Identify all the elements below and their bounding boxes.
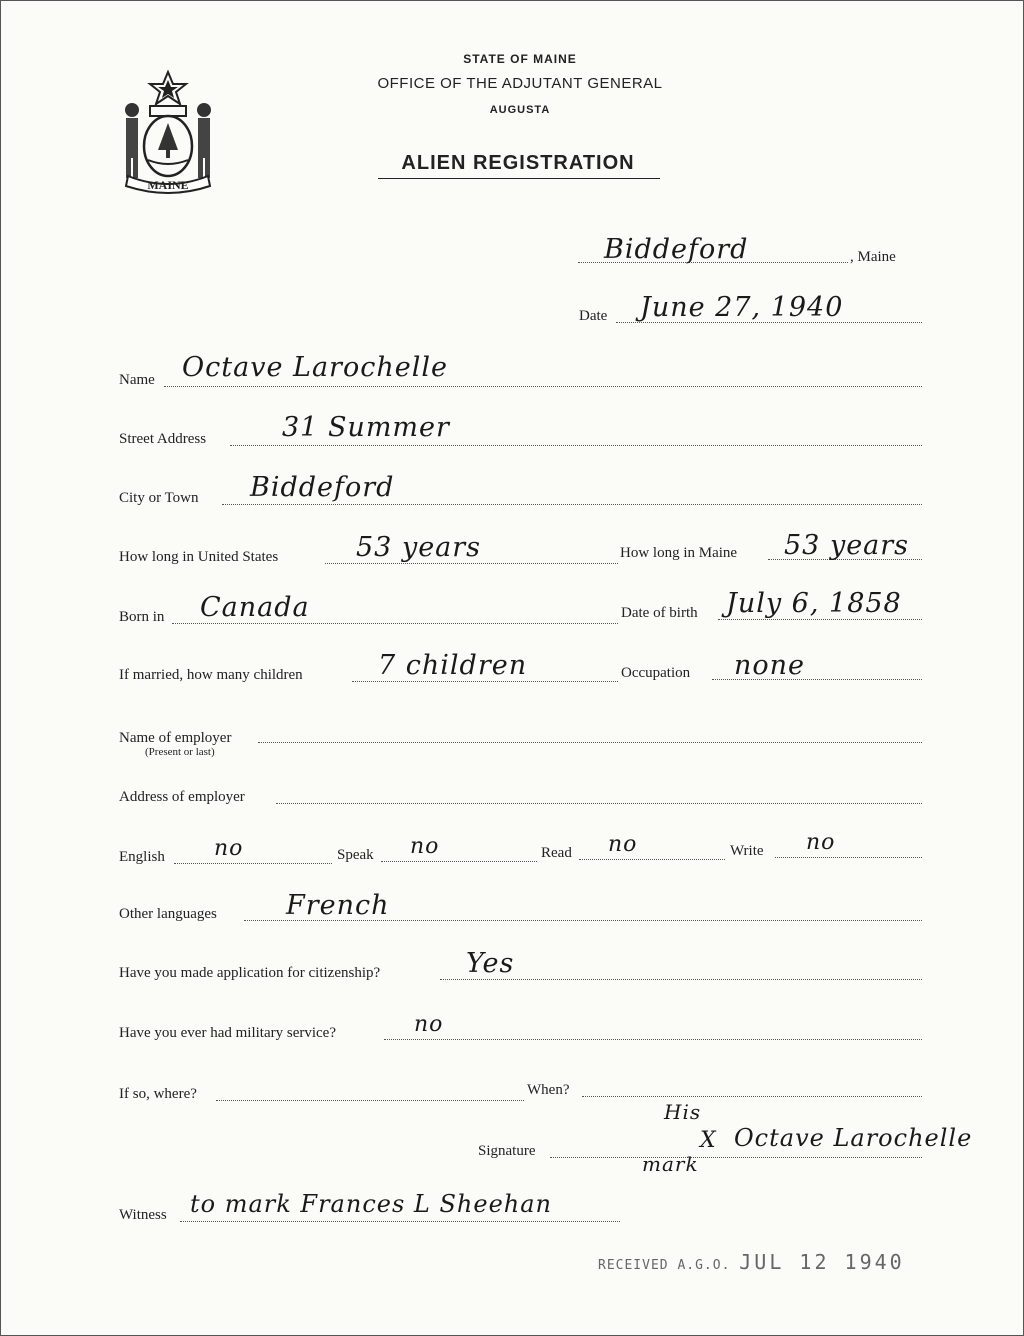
- received-stamp: [598, 1250, 905, 1274]
- military-line: [384, 1039, 922, 1040]
- military-label: Have you ever had military service?: [119, 1025, 336, 1041]
- languages-value: French: [286, 890, 390, 921]
- citizenship-label: Have you made application for citizenship?: [119, 965, 381, 981]
- us-label: How long in United States: [119, 549, 279, 565]
- employer-address-label: Address of employer: [119, 789, 245, 805]
- write-value: no: [806, 830, 836, 855]
- stamp-date: JUL 12 1940: [739, 1250, 905, 1274]
- street-value: 31 Summer: [282, 412, 450, 443]
- english-label: English: [119, 849, 165, 865]
- employer-address-line: [276, 803, 922, 804]
- stamp-received-text: RECEIVED A.G.O.: [598, 1258, 731, 1273]
- english-line: [174, 863, 332, 864]
- children-label: If married, how many children: [119, 667, 303, 683]
- citizenship-line: [440, 979, 922, 980]
- town-line: [222, 504, 922, 505]
- where-line: [216, 1100, 524, 1101]
- languages-label: Other languages: [119, 906, 217, 922]
- when-line: [582, 1096, 922, 1097]
- us-value: 53 years: [356, 532, 482, 563]
- name-line: [164, 386, 922, 387]
- dob-value: July 6, 1858: [726, 588, 902, 619]
- english-value: no: [214, 836, 244, 861]
- name-label: Name: [119, 372, 155, 388]
- signature-line: [550, 1157, 922, 1158]
- children-line: [352, 681, 618, 682]
- employer-line: [258, 742, 922, 743]
- employer-note: (Present or last): [145, 746, 215, 758]
- town-value: Biddeford: [250, 472, 395, 503]
- witness-value: to mark Frances L Sheehan: [190, 1190, 553, 1218]
- title-underline: [378, 178, 660, 179]
- date-value: June 27, 1940: [640, 292, 844, 323]
- speak-label: Speak: [337, 847, 374, 863]
- born-value: Canada: [200, 592, 310, 623]
- employer-label: Name of employer: [119, 730, 232, 746]
- dob-label: Date of birth: [621, 605, 698, 621]
- date-label: Date: [579, 308, 608, 324]
- place-suffix-label: , Maine: [850, 249, 896, 265]
- signature-mark: mark: [642, 1152, 699, 1176]
- city-heading: AUGUSTA: [489, 104, 551, 116]
- write-line: [775, 857, 922, 858]
- maine-label: How long in Maine: [620, 545, 738, 561]
- born-label: Born in: [119, 609, 165, 625]
- form-title: ALIEN REGISTRATION: [401, 152, 635, 174]
- witness-label: Witness: [119, 1207, 167, 1223]
- signature-value: Octave Larochelle: [734, 1124, 973, 1152]
- us-line: [325, 563, 618, 564]
- when-label: When?: [527, 1082, 570, 1098]
- office-heading: OFFICE OF THE ADJUTANT GENERAL: [377, 75, 663, 92]
- speak-line: [381, 861, 537, 862]
- write-label: Write: [730, 843, 764, 859]
- signature-label: Signature: [478, 1143, 536, 1159]
- children-value: 7 children: [378, 650, 528, 681]
- occupation-value: none: [734, 650, 806, 681]
- read-value: no: [608, 832, 638, 857]
- state-heading: STATE OF MAINE: [463, 52, 577, 66]
- name-value: Octave Larochelle: [182, 352, 448, 383]
- town-label: City or Town: [119, 490, 199, 506]
- maine-value: 53 years: [784, 530, 910, 561]
- signature-x: X: [700, 1128, 717, 1153]
- where-label: If so, where?: [119, 1086, 197, 1102]
- maine-state-seal: [112, 68, 224, 194]
- place-value: Biddeford: [604, 234, 749, 265]
- witness-line: [180, 1221, 620, 1222]
- read-label: Read: [541, 845, 572, 861]
- born-line: [172, 623, 618, 624]
- read-line: [579, 859, 725, 860]
- citizenship-value: Yes: [466, 948, 515, 979]
- street-label: Street Address: [119, 431, 207, 447]
- signature-his: His: [664, 1100, 702, 1124]
- seal-text: MAINE: [147, 178, 189, 192]
- street-line: [230, 445, 922, 446]
- speak-value: no: [410, 834, 440, 859]
- military-value: no: [414, 1012, 444, 1037]
- dob-line: [718, 619, 922, 620]
- occupation-label: Occupation: [621, 665, 691, 681]
